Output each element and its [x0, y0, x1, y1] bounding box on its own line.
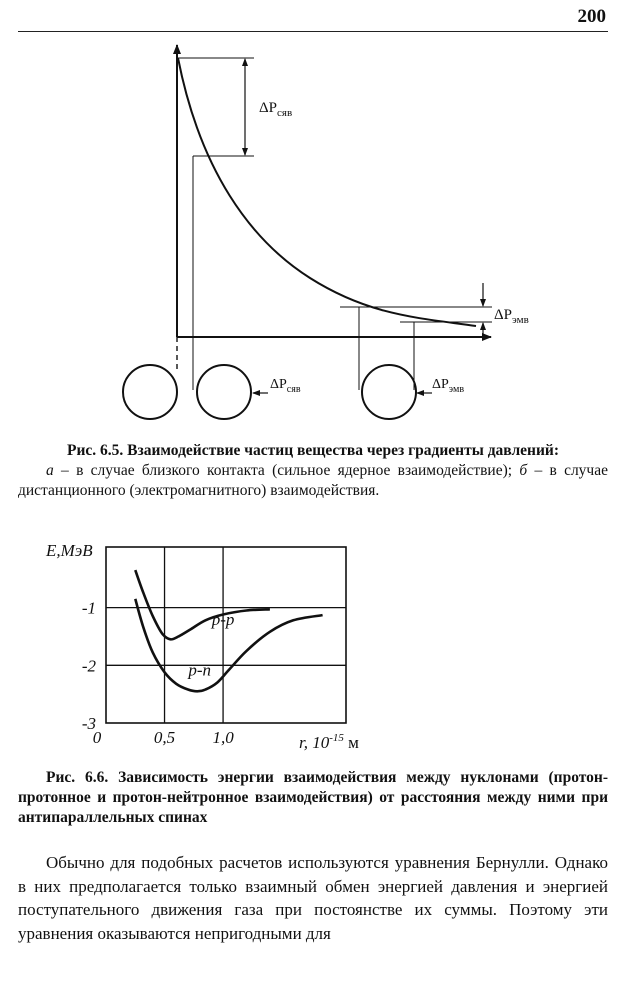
- particle-3: [362, 365, 416, 419]
- y-axis-label: E,МэВ: [46, 541, 93, 560]
- plot-frame: [106, 547, 346, 723]
- series-line-p-p: [135, 570, 270, 639]
- svg-text:ΔPэмв: [494, 307, 529, 326]
- label-dp-sv-2-sub: сяв: [286, 384, 301, 395]
- caption-b-label: б: [519, 462, 528, 479]
- body-paragraph: Обычно для подобных расчетов используются уравнения Бернулли. Однако в них предполагается только взаимный обмен энергией давления и энергией поступательного движения газа при постоянстве их суммы. Поэтому эти уравнения оказываются непригодными для: [18, 853, 608, 943]
- x-axis-label: r, $10^{-15}$ м: [299, 732, 359, 752]
- particle-1: [123, 365, 177, 419]
- y-tick-label: -2: [81, 656, 96, 676]
- figure-6-6-caption: Рис. 6.6. Зависимость энергии взаимодействия между нуклонами (протон-протонное и протон-нейтронное взаимодействия) от расстояния между ними при антипараллельных спинах: [18, 769, 608, 826]
- figure-6-5-caption: [18, 441, 608, 501]
- caption-b-text: – в случае дистанционного (электромагнитного) взаимодействия.: [18, 462, 608, 499]
- label-dp-em-2-sub: эмв: [448, 384, 465, 395]
- label-dp-em-sub: эмв: [512, 314, 529, 326]
- label-dp-em: ΔP: [494, 307, 512, 323]
- series-label-p-n: p-n: [188, 660, 211, 680]
- caption-a-text: – в случае близкого контакта (сильное ядерное взаимодействие);: [53, 462, 520, 479]
- figure-6-6-chart: [0, 530, 626, 755]
- x-tick-label: 0: [92, 728, 102, 747]
- svg-text:ΔPсяв: [270, 377, 301, 395]
- y-tick-label: -3: [81, 714, 96, 733]
- y-tick-label: -1: [81, 598, 96, 618]
- label-dp-sv-2: ΔP: [270, 377, 287, 392]
- label-dp-sv-sub: сяв: [277, 107, 293, 119]
- svg-text:ΔPсяв: [259, 100, 292, 119]
- page-number: 200: [577, 6, 606, 27]
- figure-6-5: [0, 0, 626, 440]
- series-label-p-p: p-p: [211, 609, 235, 629]
- figure-6-5-caption-title: Рис. 6.5. Взаимодействие частиц вещества через градиенты давлений:: [67, 442, 559, 459]
- svg-text:ΔPэмв: [432, 377, 464, 395]
- label-dp-sv: ΔP: [259, 100, 277, 116]
- x-tick-label: 0,5: [153, 728, 176, 747]
- label-dp-em-2: ΔP: [432, 377, 449, 392]
- x-tick-label: 1,0: [212, 728, 234, 747]
- pressure-curve: [178, 58, 476, 326]
- caption-a-label: а: [46, 462, 54, 479]
- particle-2: [197, 365, 251, 419]
